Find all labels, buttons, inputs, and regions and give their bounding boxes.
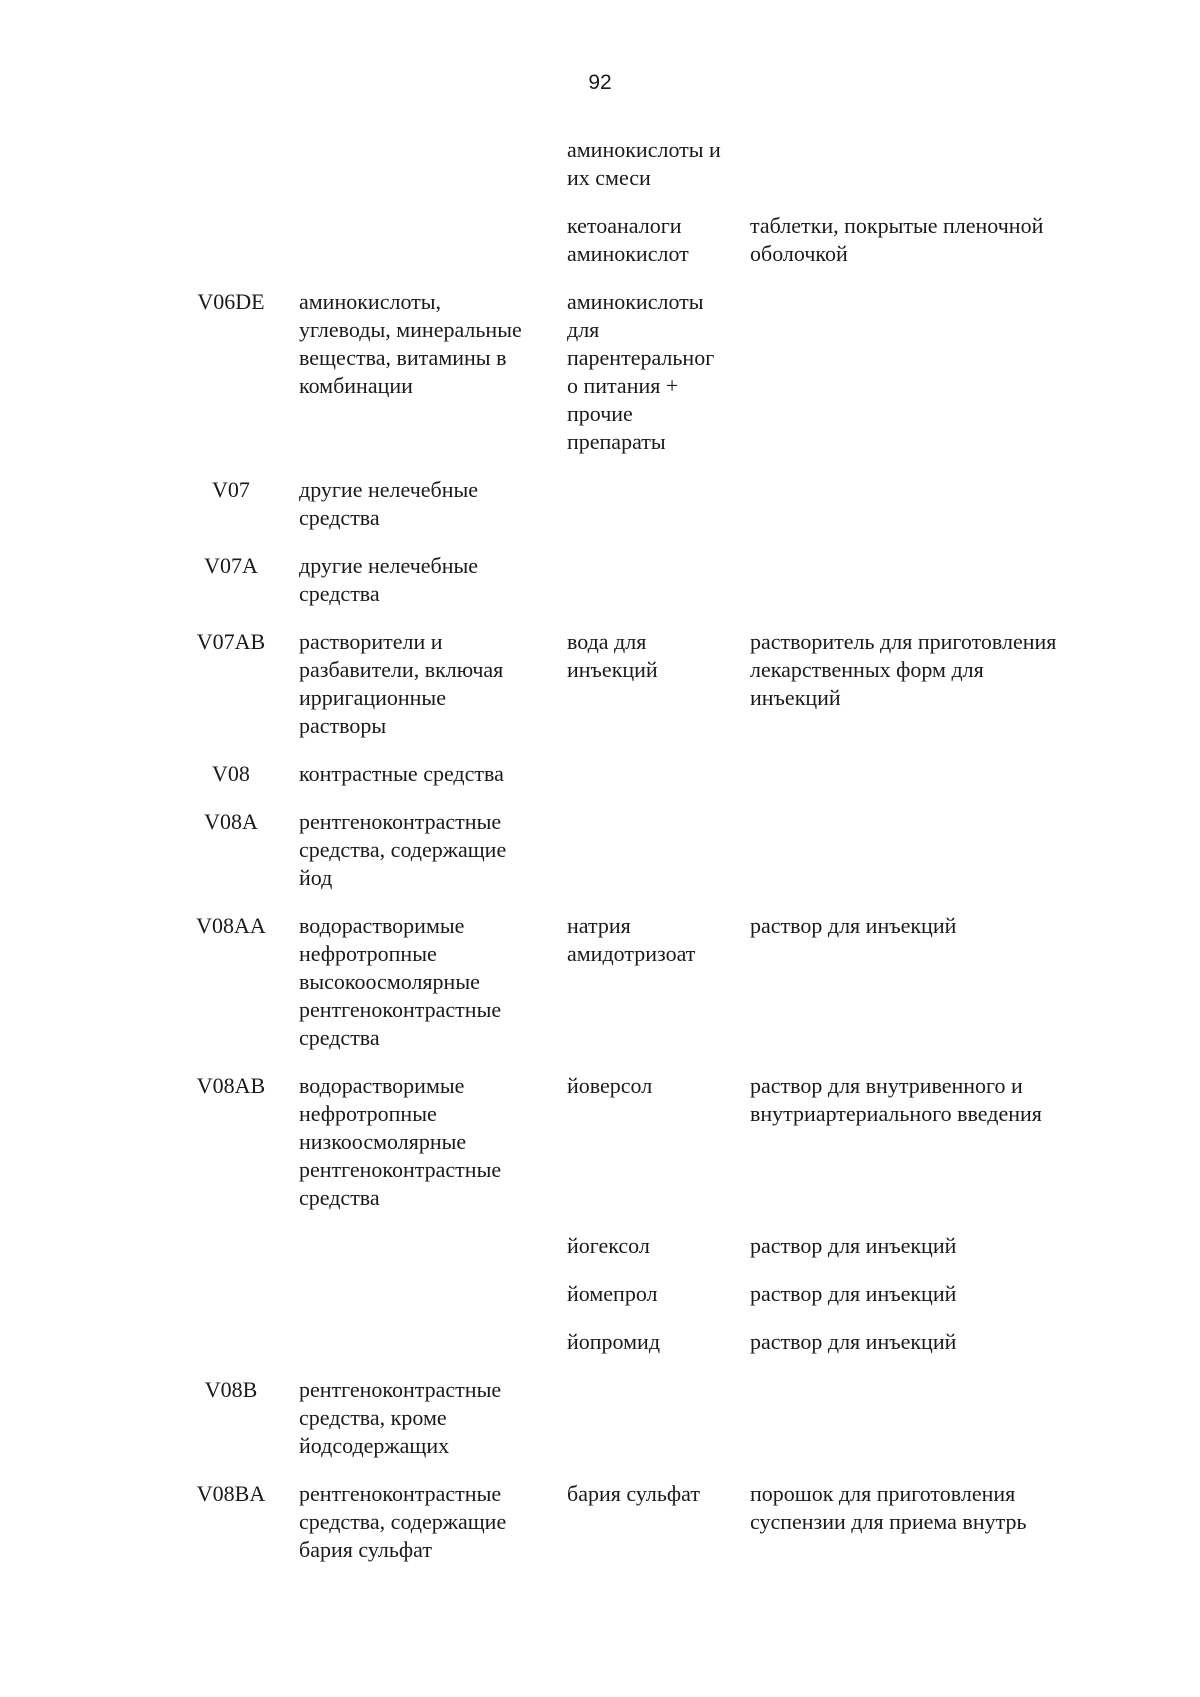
drug-name: йоверсол [567, 1073, 653, 1098]
anatomical-therapeutic-group [298, 1232, 565, 1260]
atc-code [178, 136, 298, 192]
drug-name: кетоаналоги аминокислот [567, 213, 689, 266]
dosage-form: раствор для инъекций [750, 1281, 957, 1306]
anatomical-therapeutic-group [298, 1328, 565, 1356]
drug-name: аминокислоты и их смеси [567, 137, 721, 190]
atc-code [178, 1232, 298, 1260]
atc-code [178, 1280, 298, 1308]
dosage-form [750, 1376, 1110, 1460]
anatomical-therapeutic-group: контрастные средства [299, 761, 504, 786]
dosage-form: порошок для приготовления суспензии для приема внутрь [750, 1481, 1027, 1534]
table-row [0, 628, 1200, 740]
anatomical-therapeutic-group [298, 136, 565, 192]
anatomical-therapeutic-group: аминокислоты, углеводы, минеральные вещества, витамины в комбинации [299, 289, 522, 398]
anatomical-therapeutic-group: растворители и разбавители, включая ирригационные растворы [299, 629, 504, 738]
atc-code: V08BA [196, 1481, 266, 1506]
atc-code: V07A [204, 553, 258, 578]
anatomical-therapeutic-group [298, 212, 565, 268]
anatomical-therapeutic-group [298, 1280, 565, 1308]
table-row [0, 552, 1200, 608]
table-row [0, 136, 1200, 192]
drug-name: аминокислоты для парентеральног о питания + прочие препараты [567, 289, 715, 454]
table-row [0, 760, 1200, 788]
anatomical-therapeutic-group: рентгеноконтрастные средства, содержащие йод [299, 809, 507, 890]
anatomical-therapeutic-group: другие нелечебные средства [299, 477, 479, 530]
dosage-form [750, 476, 1110, 532]
dosage-form [750, 552, 1110, 608]
table-row [0, 912, 1200, 1052]
drug-name: бария сульфат [567, 1481, 700, 1506]
dosage-form: растворитель для приготовления лекарственных форм для инъекций [750, 629, 1057, 710]
atc-code: V07 [212, 477, 250, 502]
anatomical-therapeutic-group: другие нелечебные средства [299, 553, 479, 606]
atc-code: V08 [212, 761, 250, 786]
dosage-form: раствор для инъекций [750, 913, 957, 938]
atc-code [178, 1328, 298, 1356]
table-row [0, 1376, 1200, 1460]
anatomical-therapeutic-group: рентгеноконтрастные средства, содержащие бария сульфат [299, 1481, 507, 1562]
table-row [0, 1328, 1200, 1356]
drug-name [567, 760, 750, 788]
dosage-form: таблетки, покрытые пленочной оболочкой [750, 213, 1044, 266]
dosage-form: раствор для инъекций [750, 1329, 957, 1354]
table-row [0, 1232, 1200, 1260]
dosage-form [750, 288, 1110, 456]
table-row [0, 1280, 1200, 1308]
drug-name [567, 552, 750, 608]
dosage-form: раствор для внутривенного и внутриартериального введения [750, 1073, 1042, 1126]
atc-code: V07AB [196, 629, 266, 654]
drug-name: йопромид [567, 1329, 661, 1354]
drug-name [567, 808, 750, 892]
table-row [0, 476, 1200, 532]
table-row [0, 288, 1200, 456]
page-number: 92 [588, 71, 612, 94]
table-row [0, 212, 1200, 268]
dosage-form [750, 136, 1110, 192]
atc-code: V08AB [196, 1073, 266, 1098]
dosage-form [750, 808, 1110, 892]
atc-code: V08B [204, 1377, 258, 1402]
table-row [0, 1480, 1200, 1564]
atc-code: V08A [204, 809, 258, 834]
dosage-form [750, 760, 1110, 788]
atc-code [178, 212, 298, 268]
anatomical-therapeutic-group: водорастворимые нефротропные низкоосмолярные рентгеноконтрастные средства [299, 1073, 502, 1210]
drug-name: натрия амидотризоат [567, 913, 696, 966]
anatomical-therapeutic-group: водорастворимые нефротропные высокоосмолярные рентгеноконтрастные средства [299, 913, 502, 1050]
drug-name [567, 476, 750, 532]
drug-name: вода для инъекций [567, 629, 658, 682]
atc-code: V08AA [196, 913, 266, 938]
dosage-form: раствор для инъекций [750, 1233, 957, 1258]
table-row [0, 808, 1200, 892]
anatomical-therapeutic-group: рентгеноконтрастные средства, кроме йодсодержащих [299, 1377, 502, 1458]
atc-code: V06DE [197, 289, 265, 314]
drug-name: йогексол [567, 1233, 650, 1258]
table-row [0, 1072, 1200, 1212]
drug-name: йомепрол [567, 1281, 658, 1306]
drug-classification-table [0, 136, 1200, 1584]
drug-name [567, 1376, 750, 1460]
